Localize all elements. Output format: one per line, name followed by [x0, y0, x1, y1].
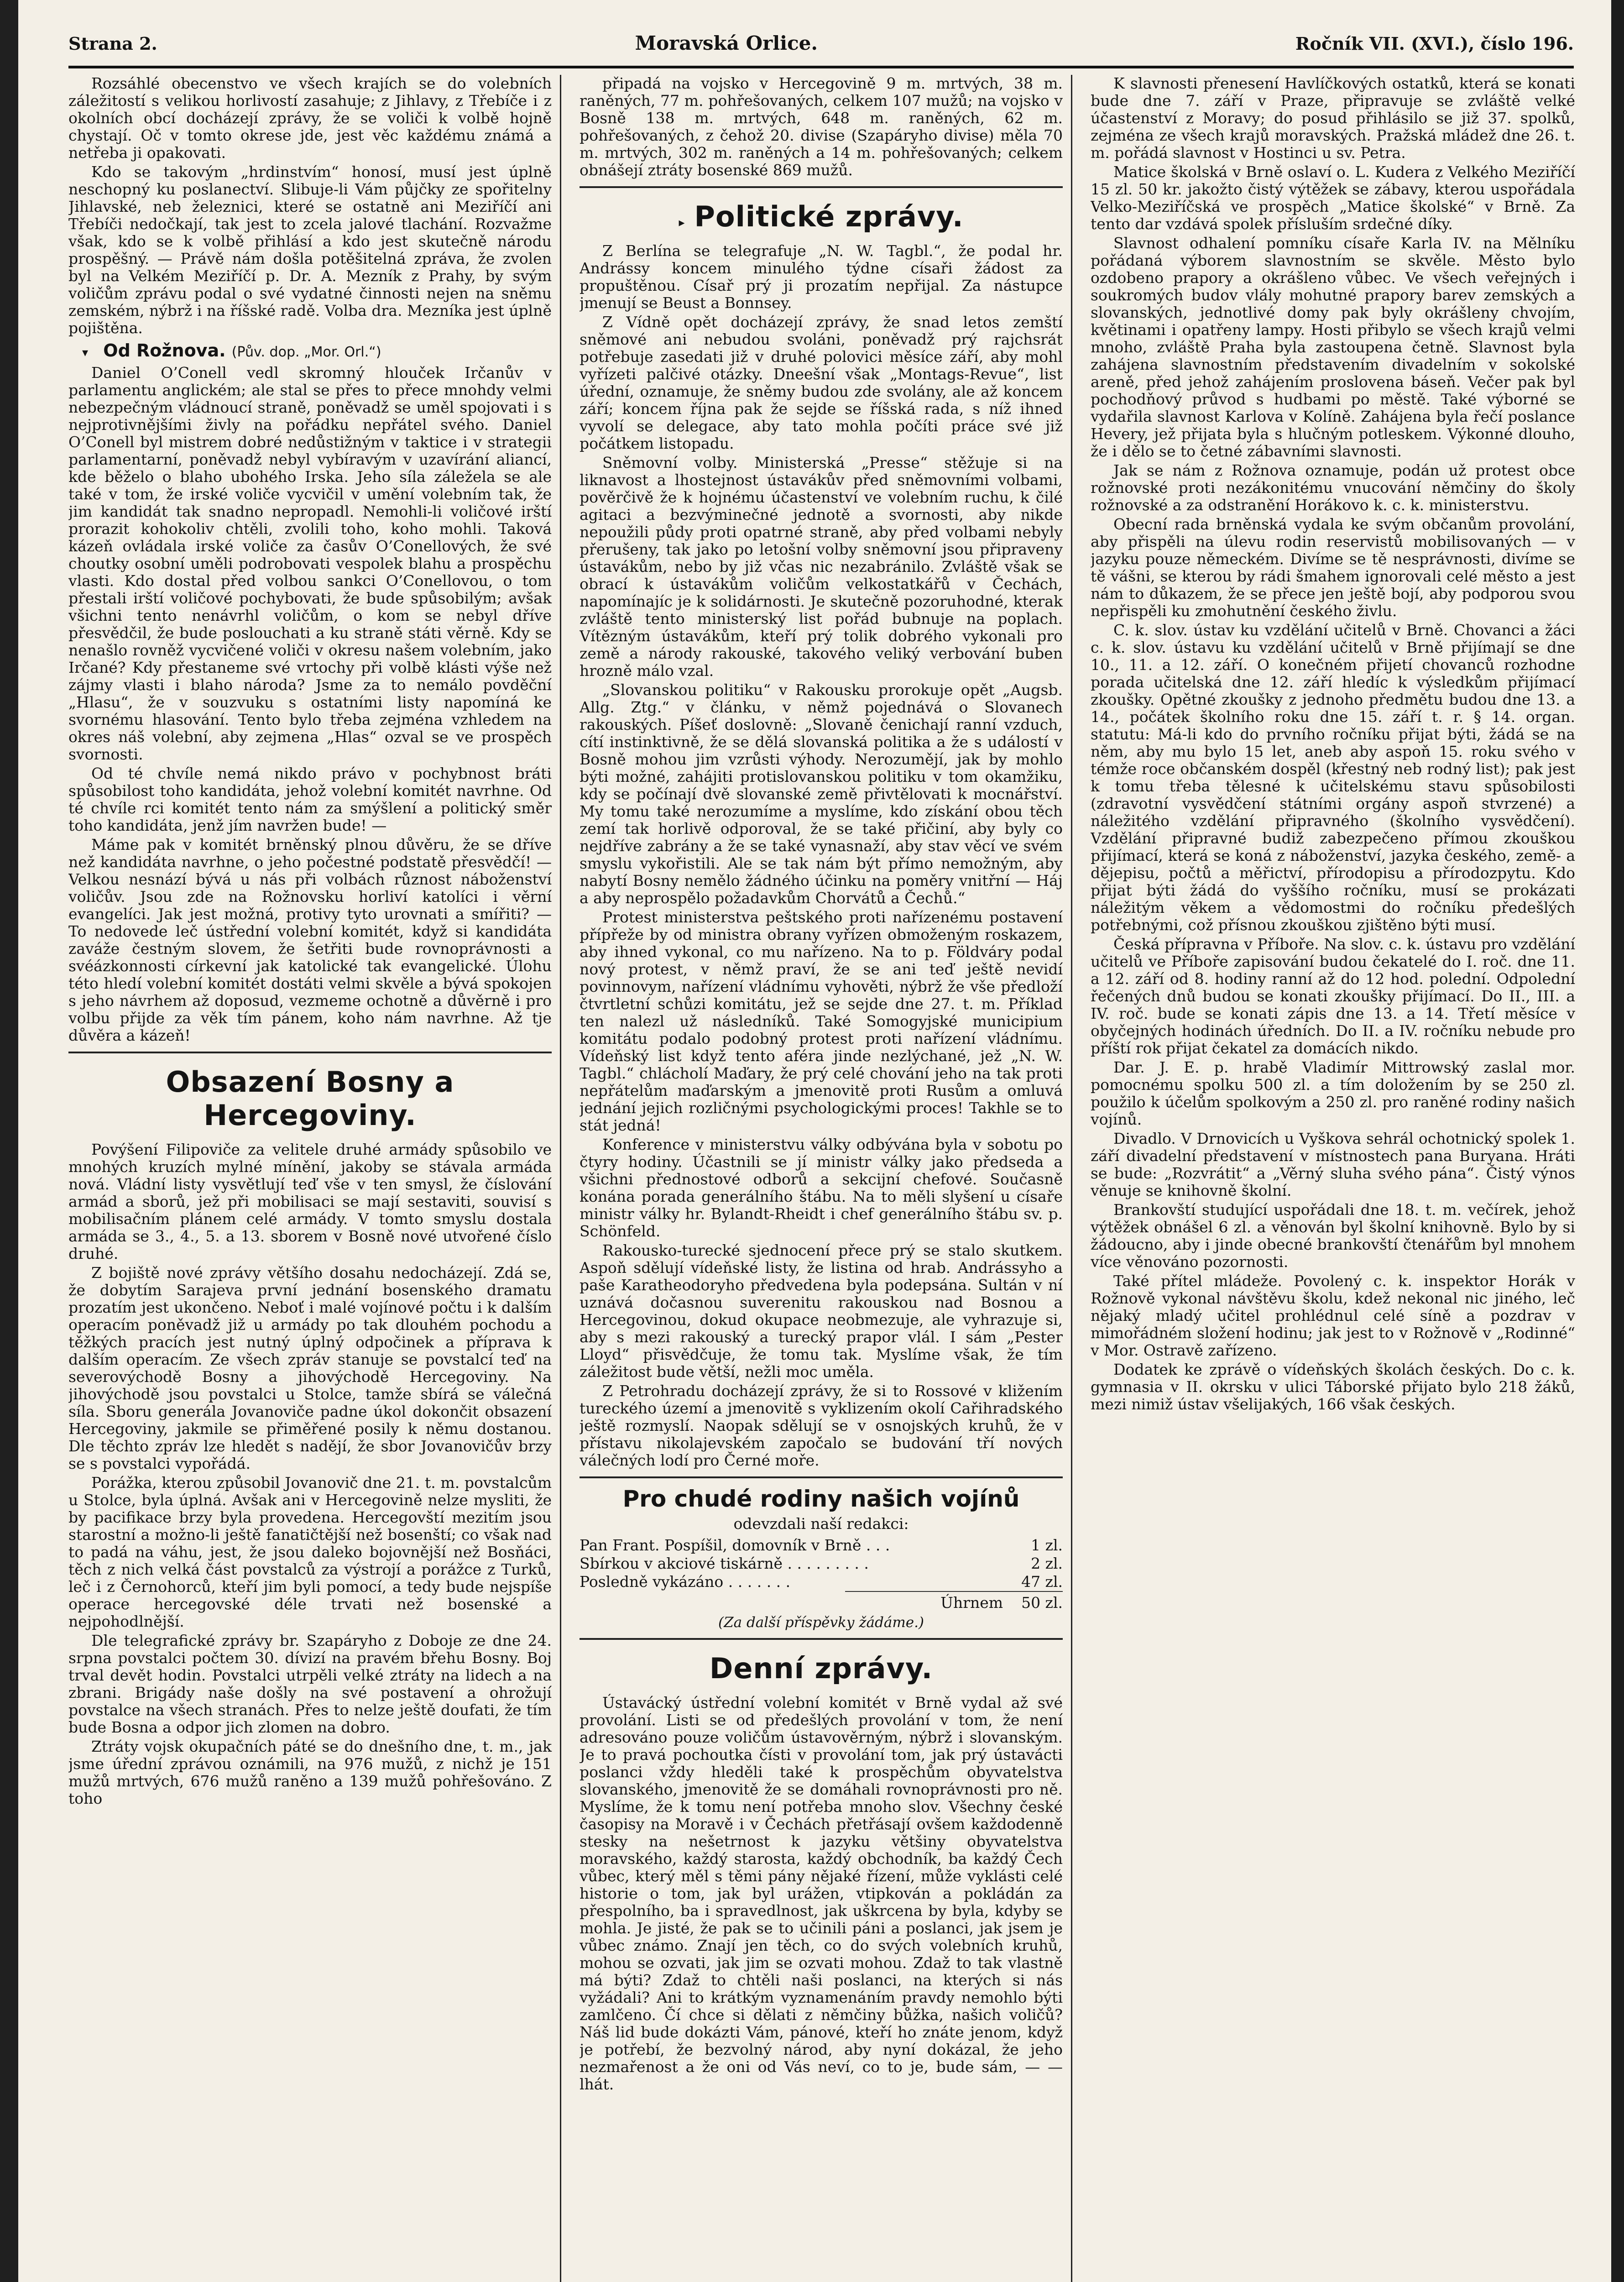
donations-title: Pro chudé rodiny našich vojínů — [622, 1486, 1020, 1512]
paragraph: Matice školská v Brně oslaví o. L. Kudera z Velkého Meziříčí 15 zl. 50 kr. jakožto čistý výtěžek se zábavy, kterou uspořádala Velko-Meziříčská ve prospěch „Matice školské“ v Brně. Za tento dar vzdává spolek přísluším srdečné díky. — [1091, 163, 1575, 233]
politicke-heading: ▸ Politické zprávy. — [679, 200, 964, 233]
paragraph: Rozsáhlé obecenstvo ve všech krajích se do volebních záležitostí s velikou horlivostí zasahuje; z Jihlavy, z Třebíče i z okolních obcí docházejí zprávy, že se voliči k volbě hojně chystají. Oč v tomto okrese jde, jest věc každému známá a netřeba ji opakovati. — [68, 75, 552, 162]
scan-edge-right — [1611, 0, 1624, 2282]
news-items — [1091, 75, 1575, 1413]
bullet-icon: ▸ — [679, 216, 685, 230]
donor-name: Pan Frant. Pospíšil, domovník v Brně . . . — [580, 1536, 890, 1554]
paragraph: K slavnosti přenesení Havlíčkových ostatků, která se konati bude dne 7. září v Praze, připravuje se zvláště velké účastenství z Moravy; do posud přihlásilo se již 37. spolků, zejména ze všech krajů moravských. Pražská mládež dne 26. t. m. pořádá slavnost v Hostinci u sv. Petra. — [1091, 75, 1575, 162]
paragraph: Z Vídně opět docházejí zprávy, že snad letos zemští sněmové ani nebudou svoláni, poněvadž prý rajchsrát potřebuje zasedati již v druhé polovici měsíce září, aby mohl vyřízeti palčivé otázky. Dneešní však „Montags-Revue“, list úřední, oznamuje, že sněmy budou zde svolány, ale až koncem září; koncem října pak že sejde se říšská rada, s níž ihned vyvolí se delegace, aby tato mohla počíti práce své již počátkem listopadu. — [580, 313, 1063, 452]
paragraph: Z Berlína se telegrafuje „N. W. Tagbl.“, že podal hr. Andrássy koncem minulého týdne císaři žádost za propuštěnou. Císař prý ji prozatím nepřijal. Za nástupce jmenují se Beust a Bonnsey. — [580, 242, 1063, 312]
donation-amount: 47 zl. — [1021, 1573, 1063, 1591]
paragraph: Ústavácký ústřední volební komitét v Brně vydal až své provolání. Listi se od předešlých provolání v tom, že není adresováno pouze voličům ústavověrným, nýbrž i slovanským. Je to pravá pochoutka čísti v provolání tom, jak prý ústavácti poslanci vždy hleděli také k prospěchům obyvatelstva slovanského, jmenovitě že se domáhali rovnoprávnosti pro ně. Myslíme, že k tomu není potřeba mnoho slov. Všechny české časopisy na Moravě i v Čechách přetřásají ovšem každodenně stesky na nešetrnost k jazyku většiny obyvatelstva moravského, každý starosta, každý obchodník, ba každý Čech vůbec, který měl s těmi pány nějaké řízení, může vyklásti celé historie o tom, jak byl urážen, vtipkován a pokládán za přespolního, ba i spravedlnost, jak uškrcena by byla, kdyby se mohla. Je jisté, že pak se to učinili páni a poslanci, jak jsem je vůbec známo. Znají jen těch, co do svých volebních kruhů, mohou se ozvati, jak jim se ozvati mohou. Zdaž to tak vlastně má býti? Zdaž to chtěli naši poslanci, na kterých si nás vyžádali? Ani to krátkým vyznamenáním pravdy nemohlo býti zamlčeno. Čí chce si dělati z němčiny bůžka, našich voličů? Náš lid bude dokázti Vám, pánové, kteří ho znáte jenom, když je potřebí, že bezvolný národ, aby nyní dokázal, že jeho nezmařenost a že oni od Vás neví, co to je, bude sám, — — lhát. — [580, 1694, 1063, 2093]
paragraph: Slavnost odhalení pomníku císaře Karla IV. na Mělníku pořádaná výborem slavnostním se skvěle. Město bylo ozdobeno prapory a okrášleno vůbec. Ve všech veřejných i soukromých budov vlály mohutné prapory barev zemských a slovanských, jednotlivé domy pak byly okrášleny chvojím, květinami i opatřeny lampy. Hosti přibylo se všech krajů velmi mnoho, zvláště Praha byla zastoupena četně. Slavnost byla zahájena slavnostním představením divadelním v sokolské areně, před jehož zahájením proslovena báseň. Večer pak byl pochodňový průvod s hudbami po městě. Také výborné se vydařila slavnost Karlova v Kolíně. Zahájena byla řečí poslance Hevery, jež přijata byla s hlučným potleskem. Výkonné dlouho, že i dělo se to četné zábavními slavnosti. — [1091, 234, 1575, 460]
paragraph: Od té chvíle nemá nikdo právo v pochybnost bráti spůsobilost toho kandidáta, jehož volební komitét navrhne. Od té chvíle rci komitét tento nám za smýšlení a politický směr toho kandidáta, jenž jím navržen bude! — — [68, 764, 552, 834]
donations-subtitle: odevzdali naší redakci: — [733, 1515, 909, 1533]
paragraph: Protest ministerstva peštského proti nařízenému postavení přípřeže by od ministra obrany vyřízen obmoženým roskazem, aby ihned vykonal, co mu nařízeno. Na to p. Földváry podal nový protest, v němž praví, že se ani teď ještě nevidí povinnovym, nařízení vládnímu vyhověti, nýbrž že vše předloží čtvrtletní schůzi komitátu, jež se sejde dne 27. t. m. Příklad ten nalezl už následníků. Také Somogyjské municipium komitátu podalo podobný protest proti nařízení vládnímu. Vídeňský list když tento aféra jinde nezlýchané, jež „N. W. Tagbl.“ chlácholí Maďary, že prý celé chování jeho na tak proti nepřátelům maďarským a jmenovitě proti Rusům a omluvá jednání jejich rozličnými psychologickými proces! Takhle se to stát jedná! — [580, 908, 1063, 1134]
bullet-icon: ▾ — [82, 346, 89, 360]
paragraph: Dle telegrafické zprávy br. Szapáryho z Doboje ze dne 24. srpna povstalci počtem 30. dívizí na pravém břehu Bosny. Boj trval devět hodin. Povstalci utrpěli velké ztráty na lidech a na zbrani. Brigády naše došly na své postavení a ohrožují povstalce na všech stranách. Přes to nelze ještě doufati, že tím bude Bosna a odpor jich zlomen na dobro. — [68, 1632, 552, 1736]
paragraph: Máme pak v komitét brněnský plnou důvěru, že se dříve než kandidáta navrhne, o jeho počestné podstatě přesvědčí! — Velkou nesnází bývá u nás při volbách různost náboženství voličův. Jsou zde na Rožnovsku horliví katolíci i věrní evangelíci. Jak jest možná, protivy tyto urovnati a smířiti? — To nedovede leč ústřední volební komitét, když si kandidáta zaváže čestným slovem, že šetřiti bude rovnoprávnosti a svéázkonnosti církevní jak katolické tak evangelické. Úlohu této hledí volební komitét dostáti velmi skvěle a bývá spokojen s jeho návrhem až doposud, vezmeme ochotně a důvěrně i pro volbu přijde za věk tím pánem, koho nám navrhne. Až tje důvěra a kázeň! — [68, 836, 552, 1044]
section-divider — [580, 1476, 1063, 1478]
bosna-heading: Obsazení Bosny a Hercegoviny. — [166, 1065, 454, 1132]
paragraph: Kdo se takovým „hrdinstvím“ honosí, musí jest úplně neschopný ku poslanectví. Slibuje-li Vám půjčky ze spořitelny Jihlavské, neb železnici, které se ostatně ani Meziříčí ani Třebíči nedočkají, tak jest to zcela jalové tlachání. Rozvažme však, kdo se k volbě přihlásí a kdo jest skutečně národu prospěšný. — Právě nám došla potěšitelná zpráva, že zvolen byl na Velkém Meziříčí p. Dr. A. Mezník z Prahy, by svým voličům zprávu podal o své vydatné činnosti nejen na sněmu zemském, nýbrž i na říšské radě. Volba dra. Mezníka jest úplně pojištěna. — [68, 163, 552, 337]
od-roznova-heading: ▾ Od Rožnova. (Pův. dop. „Mor. Orl.“) — [82, 340, 381, 361]
paragraph: Dodatek ke zprávě o vídeňských školách českých. Do c. k. gymnasia v II. okrsku v ulici Táborské přijato bylo 218 žáků, mezi nimiž ústav všelijakých, 166 však českých. — [1091, 1361, 1575, 1413]
paragraph: Rakousko-turecké sjednocení přece prý se stalo skutkem. Aspoň sdělují vídeňské listy, že listina od hrab. Andrássyho a paše Karatheodoryho předvedena byla podepsána. Sultán v ní uznává dočasnou suverenitu rakouskou nad Bosnou a Hercegovinou, dokud okupace neobmezuje, ale vyhrazuje si, aby s mezi rakouský a turecký prapor vlál. I sám „Pester Lloyd“ přisvědčuje, že tomu tak. Myslíme však, že tím záležitost bude větší, nežli moc uměla. — [580, 1241, 1063, 1381]
paragraph: Konference v ministerstvu války odbývána byla v sobotu po čtyry hodiny. Účastnili se jí ministr války jako předseda a všichni přednostové odborů a sekcijní chefové. Současně konána porada generálního štábu. Na to měli slyšení u císaře ministr války hr. Bylandt-Rheidt i chef generálního štábu sv. p. Schönfeld. — [580, 1136, 1063, 1240]
donation-row — [580, 1536, 1063, 1554]
donation-amount: 1 zl. — [1031, 1536, 1063, 1554]
paragraph: Obecní rada brněnská vydala ke svým občanům provolání, aby přispěli na úlevu rodin reservistů mobilisovaných — v jazyku pouze německém. Divíme se tě nesprávnosti, divíme se tě vášni, se kterou by rádi šmahem ignorovali celé město a jest nám to důkazem, že se přece jen ještě bojí, aby podporou svou nepřispěli ku zmohutnění českého živlu. — [1091, 515, 1575, 620]
paragraph: Sněmovní volby. Ministerská „Presse“ stěžuje si na liknavost a lhostejnost ústavákův před sněmovními volbami, pověrčivě že k hojnému účastenství ve volebním ruchu, k čilé agitaci a bezvýminečné jednotě a svornosti, aby nikde nepoužili půdy proti opatrné straně, aby před volbami nebyly přerušeny, tak jako po letošní volby sněmovní jsou připraveny ústavákům, nebo by již včas nic nezabránilo. Zvláště však se obrací k ústavákům voličům velkostatkářů v Čechách, napomínajíc je k solidárnosti. Je skutečně pozoruhodné, kterak zvláště tento ministerský list pořád bubnuje na poplach. Vítězným ústavákům, kteří prý tolik dobrého vykonali pro země a národy rakouské, takového veliký verbování buben hrozně málo vzal. — [580, 454, 1063, 680]
losses-article — [580, 75, 1063, 179]
column-2 — [580, 75, 1072, 2282]
column-1 — [68, 75, 561, 2282]
paragraph: Divadlo. V Drnovicích u Vyškova sehrál ochotnický spolek 1. září divadelní představení v místnostech pana Buryana. Hráti se bude: „Rozvrátit“ a „Věrný sluha svého pána“. Čistý výnos věnuje se knihovně školní. — [1091, 1130, 1575, 1199]
paragraph: Povýšení Filipoviče za velitele druhé armády spůsobilo ve mnohých kruzích mylné mínění, jakoby se stávala armáda nová. Vládní listy vysvětlují teď vše v ten smysl, že číslování armád a sborů, jež při mobilisaci se mají sestaviti, souvisí s mobilisačním plánem celé armády. V tomto smyslu dostala armáda se 3., 4., 5. a 13. sborem v Bosně nové utvořené číslo druhé. — [68, 1141, 552, 1262]
donations-total: Úhrnem 50 zl. — [845, 1591, 1063, 1612]
paragraph: připadá na vojsko v Hercegovině 9 m. mrtvých, 38 m. raněných, 77 m. pohřešovaných, celkem 107 mužů; na vojsko v Bosně 138 m. mrtvých, 648 m. raněných, 62 m. pohřešovaných, z čehož 20. divise (Szapáryho divise) měla 70 m. mrtvých, 302 m. raněných a 14 m. pohřešovaných; celkem obnášejí ztráty bosenské 869 mužů. — [580, 75, 1063, 179]
bosna-article — [68, 1141, 552, 1807]
intro-article — [68, 75, 552, 337]
section-divider — [580, 186, 1063, 188]
donor-name: Posledně vykázáno . . . . . . . — [580, 1573, 791, 1591]
paragraph: Porážka, kterou způsobil Jovanovič dne 21. t. m. povstalcům u Stolce, byla úplná. Avšak ani v Hercegovině nelze mysliti, že by pacifikace brzy byla provedena. Hercegovští mezitím jsou starostní a možno-li ještě fanatičtější než bosenští; co však nad to padá na váhu, jest, že jsou daleko bojovnější než Bosňáci, těch z nich velká část povstalců za výstrojí a porážce z Turků, leč i z Černohorců, kteří jim byli pomocí, a tedy bude nejspíše operace hercegovské déle trvati než bosenské a nejpohodlnější. — [68, 1474, 552, 1630]
donation-amount: 2 zl. — [1031, 1554, 1063, 1572]
paragraph: Ztráty vojsk okupačních páté se do dnešního dne, t. m., jak jsme úřední zprávou oznámili, na 976 mužů, z nichž je 151 mužů mrtvých, 676 mužů raněno a 139 mužů pohřešováno. Z toho — [68, 1738, 552, 1807]
od-roznova-article — [68, 364, 552, 1044]
paragraph: C. k. slov. ústav ku vzdělání učitelů v Brně. Chovanci a žáci c. k. slov. ústavu ku vzdělání učitelů v Brně přijímají se dne 10., 11. a 12. září. O konečném přijetí chovanců rozhodne porada učitelská dne 12. září hledíc k výsledkům přijímací zkoušky. Opětné zkoušky z jednoho předmětu budou dne 13. a 14., počátek školního roku dne 15. září t. r. § 14. organ. statutu: Má-li kdo do prvního ročníku přijat býti, žádá se na něm, aby mu bylo 15 let, aneb aby aspoň 15. roku svého v témže roce občanském dospěl (křestný neb rodný list); pak jest k tomu třeba tělesné k učitelskému stavu spůsobilosti (zdravotní vysvědčení státními orgány aspoň stvrzené) a náležitého vzdělání připravného (školního vysvědčení). Vzdělání připravné budiž zabezpečeno přímou zkouškou přijímací, která se koná z náboženství, jazyka českého, země- a dějepisu, počtů a měřictví, přírodopisu a přírodozpytu. Kdo přijat býti žádá do vyššího ročníku, musí se prokázati náležitým věkem a vědomostmi do ročníku předešlých potřebnými, což přísnou zkouškou zjištěno býti musí. — [1091, 621, 1575, 934]
section-divider — [68, 1052, 552, 1053]
page-number: Strana 2. — [68, 33, 157, 54]
paragraph: „Slovanskou politiku“ v Rakousku prorokuje opět „Augsb. Allg. Ztg.“ v článku, v němž pojednává o Slovanech rakouských. Píšeť doslovně: „Slovaně čenichají ranní vzduch, cítí instinktivně, že se dělá slovanská politika a že s událostí v Bosně mohou jim vzrůsti výhody. Nerozumějí, jak by mohlo býti možné, zahájiti protislovanskou politiku v tom okamžiku, kdy se počínají dvě slovanské země přivtělovati k mocnářství. My tomu také nerozumíme a myslíme, kdo získání obou těch zemí tak horlivě odporoval, že se také přičiní, aby byly co nejdříve zabrány a že se také vynasnaží, aby stav věcí ve svém smyslu vykořistili. Ale se tak nám být přímo nemožným, aby nabytí Bosny nemělo žádného účinku na poměry vnitřní — Háj a aby neprospělo požadavkům Chorvátů a Čechů.“ — [580, 681, 1063, 907]
donor-name: Sbírkou v akciové tiskárně . . . . . . . . . — [580, 1554, 869, 1572]
scan-edge-left — [0, 0, 18, 2282]
donation-row — [580, 1554, 1063, 1573]
masthead — [68, 32, 1574, 68]
donations-list — [580, 1536, 1063, 1591]
columns — [68, 75, 1574, 2282]
section-divider — [580, 1638, 1063, 1640]
donations-note: (Za další příspěvky žádáme.) — [718, 1614, 924, 1631]
issue-info: Ročník VII. (XVI.), číslo 196. — [1295, 33, 1574, 54]
donations-box — [580, 1486, 1063, 1631]
newspaper-title: Moravská Orlice. — [635, 32, 818, 54]
politicke-article — [580, 242, 1063, 1469]
denni-article — [580, 1694, 1063, 2093]
paragraph: Brankovští studující uspořádali dne 18. t. m. večírek, jehož výtěžek obnášel 6 zl. a věnován byl školní knihovně. Bylo by si žádoucno, aby i jinde obecné brankovští čtenářům byl mnohem více věnováno pozornosti. — [1091, 1201, 1575, 1271]
paragraph: Z bojiště nové zprávy většího dosahu nedocházejí. Zdá se, že dobytím Sarajeva první jednání bosenského dramatu prozatím jest ukončeno. Neboť i malé vojínové počtu i k dalším operacím poněvadž již u armády po tak dlouhém pochodu a těžkých pracích jest nutný úplný odpočinek a příprava k dalším operacím. Ze všech zpráv stanuje se povstalcí teď na severovýchodě Bosny a jihovýchodě Hercegoviny. Na jihovýchodě jsou povstalci u Stolce, tamže sbírá se válečná síla. Sboru generála Jovanoviče padne úkol dokončit obsazení Hercegoviny, jakmile se přiměřené posily k němu dostanou. Dle těchto zpráv lze hledět s nadějí, že sbor Jovanovičův brzy se s povstalci vypořádá. — [68, 1264, 552, 1472]
column-3 — [1091, 75, 1583, 2282]
paragraph: Také přítel mládeže. Povolený c. k. inspektor Horák v Rožnově vykonal návštěvu školu, kdež nekonal nic jiného, leč nějaký mladý učitel prohlédnul celé síně a pozdrav v mimořádném složení hodinu; jak jest to v Rožnově v „Rodinné“ v Mor. Ostravě zařízeno. — [1091, 1272, 1575, 1359]
paragraph: Dar. J. E. p. hrabě Vladimír Mittrowský zaslal mor. pomocnému spolku 500 zl. a tím doložením by se 250 zl. použilo k účelům spolkovým a 250 zl. pro raněné rodiny našich vojínů. — [1091, 1058, 1575, 1128]
denni-heading: Denní zprávy. — [709, 1652, 933, 1685]
donation-row — [580, 1573, 1063, 1591]
paragraph: Jak se nám z Rožnova oznamuje, podán už protest obce rožnovské proti nezákonitému vnucování němčiny do školy rožnovské a za odstranění Horákovo k. c. k. ministerstvu. — [1091, 461, 1575, 514]
paragraph: Daniel O’Conell vedl skromný hlouček Irčanův v parlamentu anglickém; ale stal se přes to přece mnohdy velmi nebezpečným vládnoucí straně, poněvadž se uměl spojovati i s nejprotivnějšími živly na pořádku nepřátel svého. Daniel O’Conell byl mistrem dobré nedůstižným v taktice i v strategii parlamentarní, poněvadž nebyl vybíravým v uzavírání aliancí, kde běželo o blaho ubohého Irska. Jeho síla záležela se ale také v tom, že irské voliče vycvičil v umění volebním tak, že jim kandidát tak snadno nepropadl. Nemohli-li voličové irští prorazit kohokoliv chtěli, zvolili toho, koho mohli. Taková kázeň ovládala irské voliče za časův O’Conellových, že své choutky osobní uměli podrobovati vespolek blahu a prospěchu vlasti. Kdo dostal před volbou sankci O’Conellovou, o tom přestali irští voličové pochybovati, že bude spůsobilým; avšak všichni tento nenávrhl voličům, o kom se nebyl dříve přesvědčil, že bude poslouchati a ku straně státi věrně. Kdy se nenašlo rovněž vycvičené voliči v okresu našem volebním, jako Irčané? Kdy přestaneme své vrtochy při volbě klásti výše než zájmy vlasti i blaho národa? Jsme za to nemálo povděční „Hlasu“, že v souzvuku s ostatními listy napomíná ke svornému hlasování. Tento bylo třeba zejména vzhledem na okres náš volební, aby zejmena „Hlas“ ozval se ve prospěch svornosti. — [68, 364, 552, 763]
paragraph: Z Petrohradu docházejí zprávy, že si to Rossové v kližením tureckého území a jmenovitě s vyklizením okolí Cařihradského ještě rozmyslí. Naopak sdělují se v osnojských kruhů, že v přístavu nikolajevském započalo se budování tří nových válečných lodí pro Černé moře. — [580, 1382, 1063, 1469]
paragraph: Česká přípravna v Příboře. Na slov. c. k. ústavu pro vzdělání učitelů ve Příboře zapisování budou čekatelé do I. roč. dne 11. a 12. září od 8. hodiny ranní až do 12 hod. polední. Odpolední řečených dnů budou se konati zkoušky přijímací. Do II., III. a IV. roč. bude se konati zápis dne 13. a 14. Třetí měsíce v obyčejných hodinách úředních. Do II. a IV. ročníku nebude pro příští rok přijat čekatel za domácích nikdo. — [1091, 935, 1575, 1057]
